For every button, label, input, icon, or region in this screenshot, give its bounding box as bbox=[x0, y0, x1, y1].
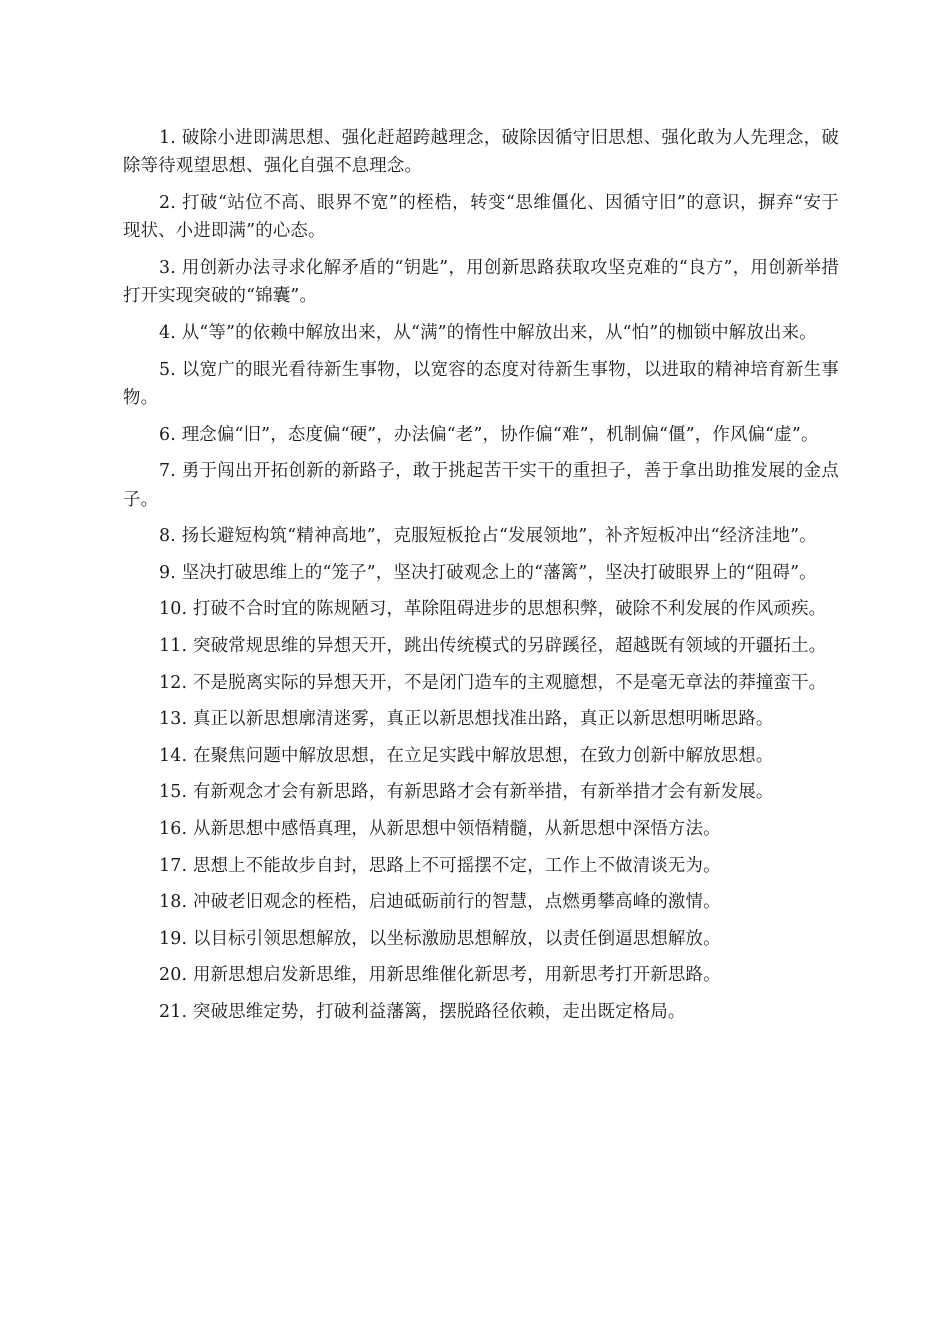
list-item-21: 21. 突破思维定势，打破利益藩篱，摆脱路径依赖，走出既定格局。 bbox=[159, 1001, 686, 1022]
list-item-3: 3. 用创新办法寻求化解矛盾的“钥匙”，用创新思路获取攻坚克难的“良方”，用创新举措打开实现突破的“锦囊”。 bbox=[123, 258, 839, 307]
list-item-15: 15. 有新观念才会有新思路，有新思路才会有新举措，有新举措才会有新发展。 bbox=[159, 782, 774, 803]
list-item-6: 6. 理念偏“旧”，态度偏“硬”，办法偏“老”，协作偏“难”，机制偏“僵”，作风偏“虚”。 bbox=[159, 424, 819, 445]
list-item-11: 11. 突破常规思维的异想天开，跳出传统模式的另辟蹊径，超越既有领域的开疆拓土。 bbox=[159, 635, 827, 656]
list-item-18: 18. 冲破老旧观念的桎梏，启迪砥砺前行的智慧，点燃勇攀高峰的激情。 bbox=[159, 892, 721, 913]
list-item-9: 9. 坚决打破思维上的“笼子”，坚决打破观念上的“藩篱”，坚决打破眼界上的“阻碍”。 bbox=[159, 562, 817, 583]
list-item-5: 5. 以宽广的眼光看待新生事物，以宽容的态度对待新生事物，以进取的精神培育新生事物。 bbox=[123, 359, 839, 408]
list-item-13: 13. 真正以新思想廓清迷雾，真正以新思想找准出路，真正以新思想明晰思路。 bbox=[159, 709, 774, 730]
list-item-12: 12. 不是脱离实际的异想天开，不是闭门造车的主观臆想，不是毫无章法的莽撞蛮干。 bbox=[159, 672, 827, 693]
list-item-14: 14. 在聚焦问题中解放思想，在立足实践中解放思想，在致力创新中解放思想。 bbox=[159, 745, 774, 766]
list-item-1: 1. 破除小进即满思想、强化赶超跨越理念，破除因循守旧思想、强化敢为人先理念，破除等待观望思想、强化自强不息理念。 bbox=[123, 128, 839, 177]
list-item-4: 4. 从“等”的依赖中解放出来，从“满”的惰性中解放出来，从“怕”的枷锁中解放出来。 bbox=[159, 323, 817, 343]
list-item-17: 17. 思想上不能故步自封，思路上不可摇摆不定，工作上不做清谈无为。 bbox=[159, 855, 721, 876]
list-item-8: 8. 扬长避短构筑“精神高地”，克服短板抢占“发展领地”，补齐短板冲出“经济洼地”。 bbox=[159, 526, 817, 547]
list-item-20: 20. 用新思想启发新思维，用新思维催化新思考，用新思考打开新思路。 bbox=[159, 965, 721, 986]
list-item-7: 7. 勇于闯出开拓创新的新路子，敢于挑起苦干实干的重担子，善于拿出助推发展的金点子。 bbox=[123, 461, 839, 510]
list-item-10: 10. 打破不合时宜的陈规陋习，革除阻碍进步的思想积弊，破除不利发展的作风顽疾。 bbox=[159, 599, 827, 620]
list-item-16: 16. 从新思想中感悟真理，从新思想中领悟精髓，从新思想中深悟方法。 bbox=[159, 818, 721, 839]
document-body bbox=[123, 124, 839, 1035]
list-item-2: 2. 打破“站位不高、眼界不宽”的桎梏，转变“思维僵化、因循守旧”的意识，摒弃“安于现状、小进即满”的心态。 bbox=[123, 193, 839, 242]
list-item-19: 19. 以目标引领思想解放，以坐标激励思想解放，以责任倒逼思想解放。 bbox=[159, 928, 721, 949]
